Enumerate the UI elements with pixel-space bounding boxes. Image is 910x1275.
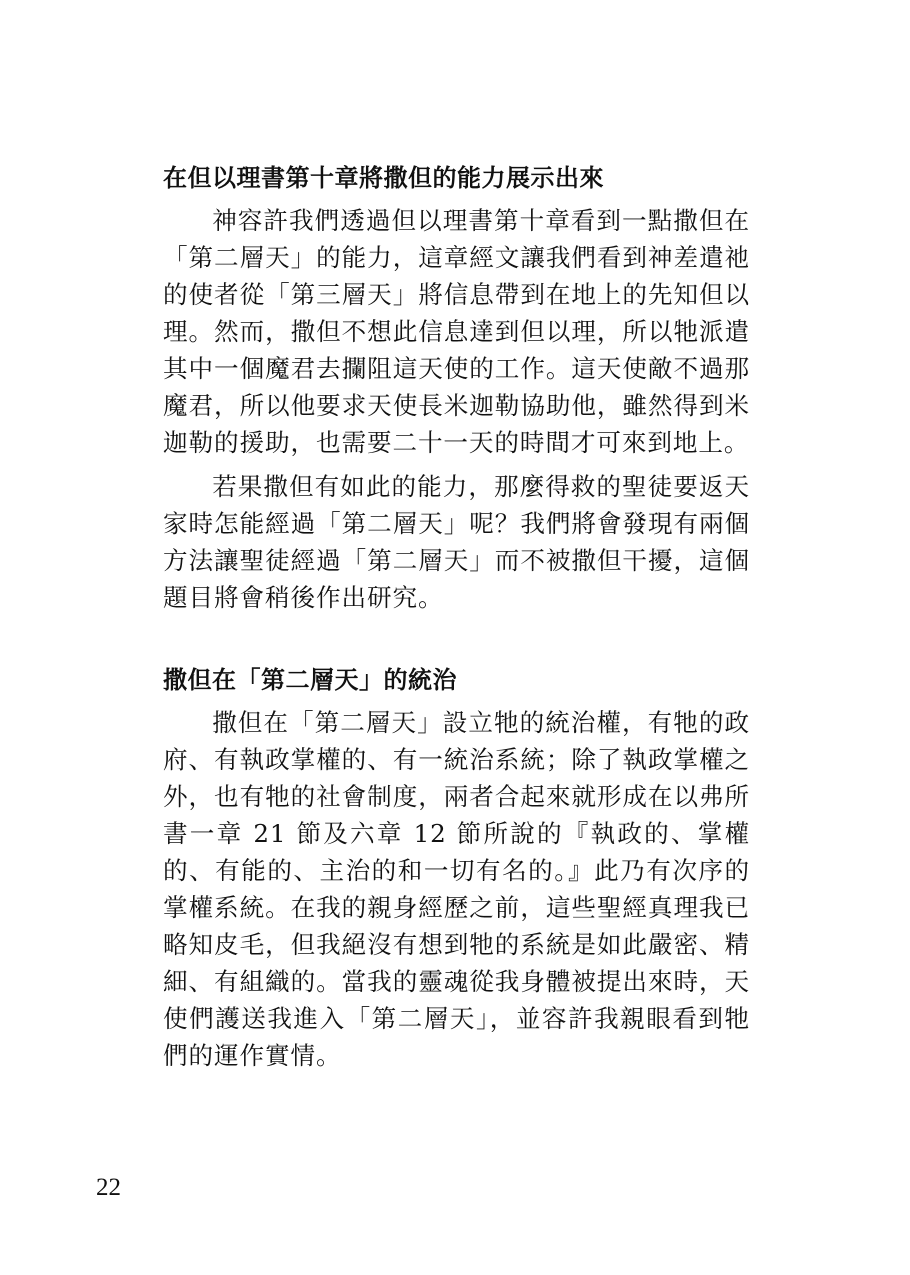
paragraph: 若果撒但有如此的能力，那麼得救的聖徒要返天家時怎能經過「第二層天」呢？我們將會發現有兩個方法讓聖徒經過「第二層天」而不被撒但干擾，這個題目將會稍後作出研究。 — [163, 472, 750, 612]
paragraph: 撒但在「第二層天」設立牠的統治權，有牠的政府、有執政掌權的、有一統治系統；除了執政掌權之外，也有牠的社會制度，兩者合起來就形成在以弗所書一章 21 節及六章 12 節所說的『執政的、掌權的、有能的、主治的和一切有名的。』此乃有次序的掌權系統。在我的親身經歷之前，這些聖經真理我已略知皮毛，但我絕沒有想到牠的系統是如此嚴密、精細、有組織的。當我的靈魂從我身體被提出來時，天使們護送我進入「第二層天」，並容許我親眼看到牠們的運作實情。 — [163, 708, 750, 1070]
page-number: 22 — [96, 1174, 121, 1201]
section-power-in-daniel-10 — [163, 160, 750, 616]
section-heading: 撒但在「第二層天」的統治 — [163, 666, 457, 694]
section-heading: 在但以理書第十章將撒但的能力展示出來 — [163, 164, 604, 192]
section-rule-in-second-heaven — [163, 662, 750, 1074]
paragraph: 神容許我們透過但以理書第十章看到一點撒但在「第二層天」的能力，這章經文讓我們看到神差遣祂的使者從「第三層天」將信息帶到在地上的先知但以理。然而，撒但不想此信息達到但以理，所以牠派遣其中一個魔君去攔阻這天使的工作。這天使敵不過那魔君，所以他要求天使長米迦勒協助他，雖然得到米迦勒的援助，也需要二十一天的時間才可來到地上。 — [163, 206, 750, 457]
